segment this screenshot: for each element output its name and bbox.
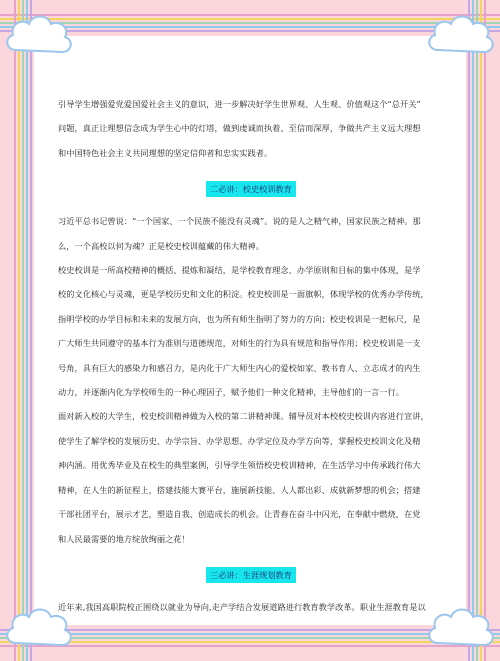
text-line: 神内涵。用优秀毕业及在校生的典型案例，引导学生领悟校史校训精神，在生活学习中传承践行伟大 xyxy=(58,460,421,471)
text-line: 和中国特色社会主义共同理想的坚定信仰者和忠实实践者。 xyxy=(58,147,273,158)
text-line: 校的文化核心与灵魂，更是学校历史和文化的积淀。校史校训是一面旗帜，体现学校的优秀办学传统， xyxy=(58,289,429,300)
frame-stripe xyxy=(14,0,16,661)
text-line: 精神，在人生的新征程上，搭建技能大赛平台，施展新技能、人人都出彩、成就新梦想的机会；搭建 xyxy=(58,484,421,495)
text-line: 引导学生增强爱党爱国爱社会主义的意识，进一步解决好学生世界观、人生观、价值观这个“总开关” xyxy=(58,99,421,109)
text-line: 号角，具有巨大的感染力和感召力，是内化于广大师生内心的爱校如家、教书育人、立志成才的内生 xyxy=(58,362,421,373)
text-line: 近年来,我国高职院校正围绕以就业为导向,走产学结合发展道路进行教育教学改革。职业生涯教育是以 xyxy=(58,601,426,612)
section-heading-label: 二必讲：校史校训教育 xyxy=(206,181,296,197)
text-line: 指明学校的办学目标和未来的发展方向，也为所有师生指明了努力的方向；校史校训是一把标尺，是 xyxy=(58,313,421,324)
frame-stripe xyxy=(480,0,482,661)
text-line: 动力，并逐渐内化为学校师生的一种心理因子，赋予他们一种文化精神，主导他们的一言一行。 xyxy=(58,387,404,398)
frame-stripe xyxy=(468,0,470,661)
section-heading xyxy=(58,567,444,583)
text-line: 习近平总书记曾说：“一个国家、一个民族不能没有灵魂”。说的是人之精气神，国家民族之精神。那 xyxy=(58,216,421,227)
section-heading-label: 三必讲：生涯规划教育 xyxy=(206,567,296,583)
text-line: 干部社团平台，展示才艺，塑造自我、创造成长的机会。让青春在奋斗中闪光，在奉献中燃烧，在党 xyxy=(58,509,421,520)
cloud-icon xyxy=(2,10,76,62)
frame-stripe xyxy=(484,0,486,661)
text-line: 和人民最需要的地方绽放绚丽之花！ xyxy=(58,533,190,544)
frame-stripe xyxy=(22,0,24,661)
text-line: 校史校训是一所高校精神的概括、提炼和凝结，是学校教育理念、办学原则和目标的集中体现，是学 xyxy=(58,265,421,276)
text-line: 使学生了解学校的发展历史、办学宗旨、办学思想、办学定位及办学方向等，掌握校史校训文化及精 xyxy=(58,435,421,446)
section-heading xyxy=(58,181,444,197)
cloud-icon xyxy=(424,10,498,62)
text-line: 么，一个高校以何为魂？正是校史校训蕴藏的伟大精神。 xyxy=(58,240,264,251)
article-body xyxy=(58,92,444,619)
frame-stripe xyxy=(476,0,478,661)
frame-stripe xyxy=(472,0,474,661)
text-line: 广大师生共同遵守的基本行为准则与道德规范，对师生的行为具有规范和指导作用；校史校训是一支 xyxy=(58,338,421,349)
frame-stripe xyxy=(18,0,20,661)
text-line: 问题，真正让理想信念成为学生心中的灯塔，做到虔诚而执着、至信而深厚，争做共产主义远大理想 xyxy=(58,123,421,134)
text-line: 面对新入校的大学生，校史校训精神做为入校的第二讲精神课。辅导员对本校校史校训内容进行宣讲， xyxy=(58,411,429,422)
frame-stripe xyxy=(26,0,28,661)
frame-stripe xyxy=(30,0,32,661)
